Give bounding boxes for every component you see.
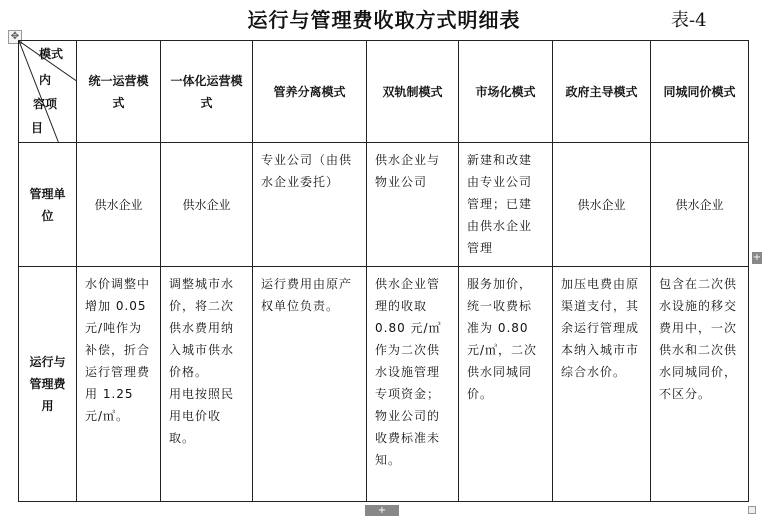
add-column-plus-icon[interactable]: + (752, 252, 762, 263)
table-cell (459, 267, 553, 502)
table-cell (161, 267, 253, 502)
corner-header-cell (19, 41, 77, 143)
cell-paragraph: 调整城市水价，将二次供水费用纳入城市供水价格。 (169, 277, 235, 379)
table-number: 表-4 (671, 10, 707, 31)
header-cell: 同城同价模式 (651, 41, 749, 143)
header-cell: 统一运营模式 (77, 41, 161, 143)
corner-label-mode: 模式 (39, 47, 64, 61)
table-cell (77, 267, 161, 502)
header-cell: 管养分离模式 (253, 41, 367, 143)
header-cell: 市场化模式 (459, 41, 553, 143)
cell-paragraph: 加压电费由原渠道支付，其余运行管理成本纳入城市市综合水价。 (561, 277, 640, 379)
cell-paragraph: 包含在二次供水设施的移交费用中，一次供水和二次供水同城同价，不区分。 (659, 277, 738, 401)
cell-paragraph: 服务加价，统一收费标准为 0.80 元/㎥，二次供水同城同价。 (467, 277, 538, 401)
cell-paragraph: 水价调整中增加 0.05 元/吨作为补偿，折合运行管理费用 1.25 元/㎥。 (85, 277, 151, 423)
resize-handle[interactable] (748, 506, 756, 514)
move-icon[interactable]: ✥ (8, 30, 22, 44)
table-cell (367, 267, 459, 502)
corner-label-content: 内 (39, 73, 52, 87)
table-cell: 新建和改建由专业公司管理；已建由供水企业管理 (459, 143, 553, 267)
header-cell: 一体化运营模式 (161, 41, 253, 143)
cell-paragraph: 用电按照民用电价收取。 (169, 387, 235, 445)
table-cell (651, 267, 749, 502)
cell-paragraph: 供水企业管理的收取 0.80 元/㎥作为二次供水设施管理专项资金； (375, 277, 442, 401)
table-cell: 专业公司（由供水企业委托） (253, 143, 367, 267)
table-cell (253, 267, 367, 502)
header-cell: 双轨制模式 (367, 41, 459, 143)
page-title: 运行与管理费收取方式明细表 (247, 8, 521, 32)
table-cell: 供水企业 (77, 143, 161, 267)
detail-table (18, 40, 749, 502)
cell-paragraph: 运行费用由原产权单位负责。 (261, 277, 353, 313)
corner-label-item: 容项 (33, 97, 58, 111)
table-cell: 供水企业 (651, 143, 749, 267)
row-header-cell: 管理单位 (19, 143, 77, 267)
corner-label-end: 目 (31, 121, 44, 135)
header-cell: 政府主导模式 (553, 41, 651, 143)
row-header-cell: 运行与管理费用 (19, 267, 77, 502)
table-cell (553, 267, 651, 502)
add-row-plus-icon[interactable]: + (365, 505, 399, 516)
table-cell: 供水企业 (553, 143, 651, 267)
table-cell: 供水企业与物业公司 (367, 143, 459, 267)
table-cell: 供水企业 (161, 143, 253, 267)
cell-paragraph: 物业公司的收费标准未知。 (375, 409, 441, 467)
